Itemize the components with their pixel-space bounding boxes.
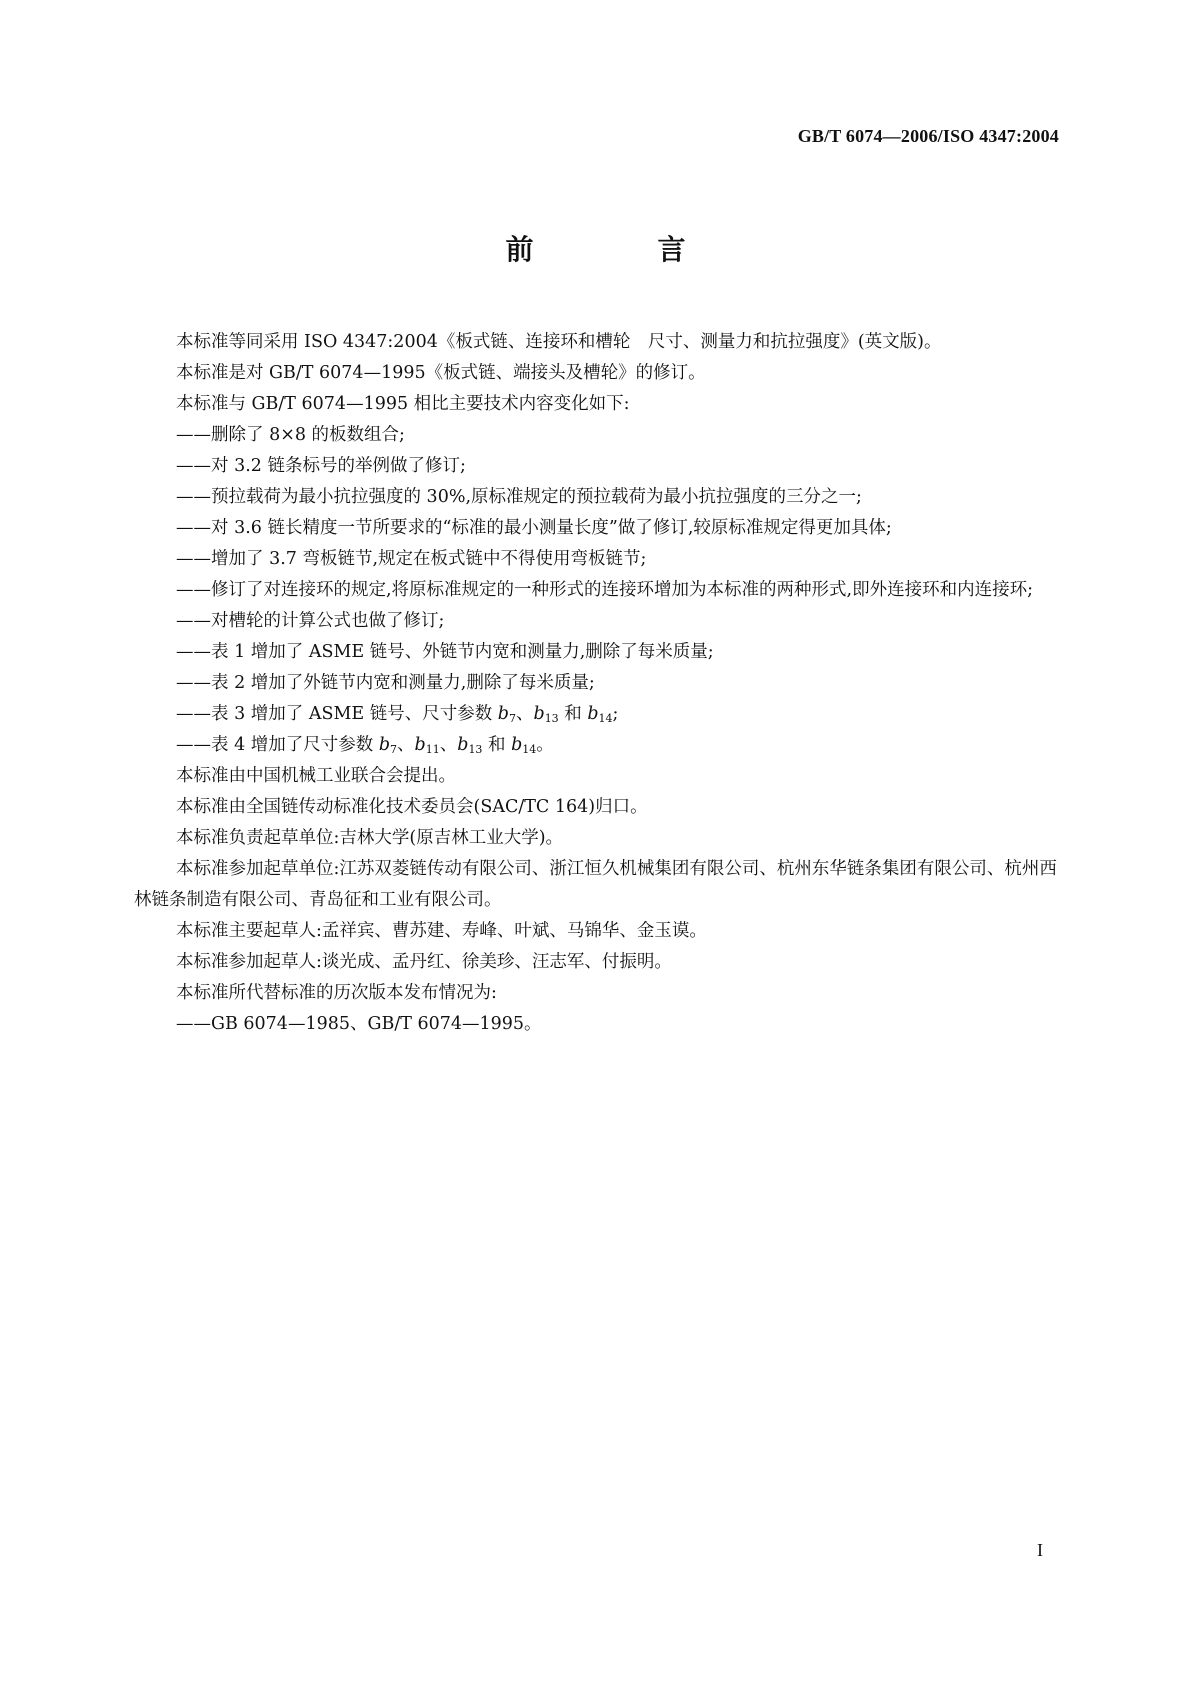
paragraph-participating-units: 本标准参加起草单位:江苏双菱链传动有限公司、浙江恒久机械集团有限公司、杭州东华链条集团有限公司、杭州西林链条制造有限公司、青岛征和工业有限公司。 (134, 859, 1057, 910)
subscript: 11 (425, 743, 440, 756)
paragraph-adoption: 本标准等同采用 ISO 4347:2004《板式链、连接环和槽轮 尺寸、测量力和抗拉强度》(英文版)。 (176, 332, 942, 352)
subscript: 7 (390, 743, 398, 756)
paragraph-revision: 本标准是对 GB/T 6074—1995《板式链、端接头及槽轮》的修订。 (176, 363, 706, 383)
change-item: ——表 2 增加了外链节内宽和测量力,删除了每米质量; (176, 673, 595, 693)
conjunction: 和 (482, 735, 512, 755)
paragraph-main-drafters: 本标准主要起草人:孟祥宾、曹苏建、寿峰、叶斌、马锦华、金玉谟。 (176, 921, 707, 941)
subscript: 14 (522, 743, 537, 756)
change-item: ——删除了 8×8 的板数组合; (176, 425, 405, 445)
change-item: ——对 3.6 链长精度一节所要求的“标准的最小测量长度”做了修订,较原标准规定得更加具体; (176, 518, 892, 538)
change-item-table3 (134, 699, 1062, 730)
paragraph-changes-intro: 本标准与 GB/T 6074—1995 相比主要技术内容变化如下: (176, 394, 630, 414)
change-item: ——增加了 3.7 弯板链节,规定在板式链中不得使用弯板链节; (176, 549, 647, 569)
symbol-b: b (414, 735, 426, 755)
symbol-b: b (511, 735, 523, 755)
terminator: ; (612, 704, 619, 724)
change-item-text: ——表 3 增加了 ASME 链号、尺寸参数 (176, 704, 498, 724)
symbol-b: b (587, 704, 599, 724)
page-title: 前 言 (505, 233, 734, 266)
paragraph-participating-drafters: 本标准参加起草人:谈光成、孟丹红、徐美珍、汪志军、付振明。 (176, 952, 672, 972)
change-item: ——修订了对连接环的规定,将原标准规定的一种形式的连接环增加为本标准的两种形式,即外连接环和内连接环; (176, 580, 1034, 600)
subscript: 7 (508, 712, 516, 725)
symbol-b: b (533, 704, 545, 724)
change-item-table4 (134, 730, 1062, 761)
separator: 、 (397, 735, 415, 755)
change-item-text: ——表 4 增加了尺寸参数 (176, 735, 379, 755)
change-item: ——对槽轮的计算公式也做了修订; (176, 611, 445, 631)
symbol-b: b (497, 704, 509, 724)
paragraph-proposer: 本标准由中国机械工业联合会提出。 (176, 766, 456, 786)
subscript: 13 (544, 712, 559, 725)
foreword-body (134, 327, 1062, 1040)
separator: 、 (439, 735, 458, 755)
separator: 、 (515, 704, 534, 724)
symbol-b: b (378, 735, 391, 755)
version-history-item: ——GB 6074—1985、GB/T 6074—1995。 (176, 1014, 542, 1034)
paragraph-technical-committee: 本标准由全国链传动标准化技术委员会(SAC/TC 164)归口。 (176, 797, 648, 817)
symbol-b: b (457, 735, 469, 755)
change-item: ——对 3.2 链条标号的举例做了修订; (176, 456, 466, 476)
terminator: 。 (536, 735, 554, 755)
change-item: ——表 1 增加了 ASME 链号、外链节内宽和测量力,删除了每米质量; (176, 642, 714, 662)
subscript: 13 (468, 743, 483, 756)
subscript: 14 (598, 712, 613, 725)
conjunction: 和 (558, 704, 588, 724)
paragraph-version-history-intro: 本标准所代替标准的历次版本发布情况为: (176, 983, 497, 1003)
paragraph-lead-drafter: 本标准负责起草单位:吉林大学(原吉林工业大学)。 (176, 828, 564, 848)
standard-code-header: GB/T 6074—2006/ISO 4347:2004 (797, 126, 1059, 146)
page-number: I (1037, 1540, 1043, 1560)
change-item: ——预拉载荷为最小抗拉强度的 30%,原标准规定的预拉载荷为最小抗拉强度的三分之一; (176, 487, 862, 507)
